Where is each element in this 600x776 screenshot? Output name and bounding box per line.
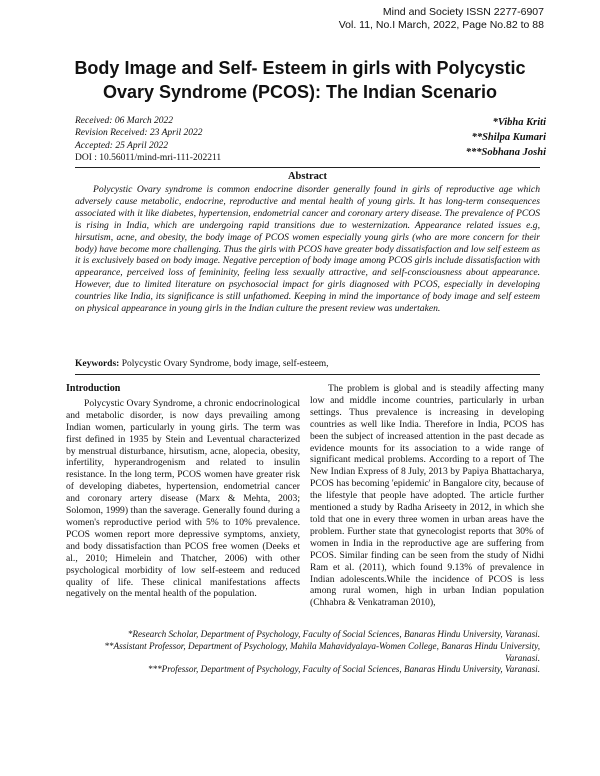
divider-bottom <box>75 374 540 375</box>
footnote-2: **Assistant Professor, Department of Psychology, Mahila Mahavidyalaya-Women College, Banaras Hindu University, Varanasi. <box>104 640 540 663</box>
author-2: **Shilpa Kumari <box>471 132 546 143</box>
received-date: Received: 06 March 2022 <box>75 116 174 126</box>
article-dates <box>75 115 221 164</box>
introduction-paragraph: Polycystic Ovary Syndrome, a chronic endocrinological and metabolic disorder, is now days prevailing among Indian women, particularly in young girls. The term was first defined in 1935 by Stein and Leventual characterized by menstrual disturbance, hirsutism, acne, alopecia, obesity, infertility, hyperandrogenism and related to insulin resistance. In the long term, PCOS women have greater risk of developing diabetes, hypertension, endometrial cancer and coronary artery disease (Marx & Mehta, 2003; Solomon, 1999) than the saverage. Generally found during a women's reproductive period with 5% to 10% prevalence. PCOS women report more depressive symptoms, anxiety, and body dissatisfaction than PCOS free women (Deeks et al., 2010; Himelein and Thatcher, 2006) with other psychological morbidity of low self-esteem and reduced quality of life. These clinical manifestations affects negatively on the mental health of the population. <box>66 397 300 600</box>
divider-top <box>75 167 540 168</box>
author-1: *Vibha Kriti <box>492 117 546 128</box>
right-column-paragraph: The problem is global and is steadily affecting many low and middle income countries, particularly in urban settings. Thus prevalence is increasing in developing countries as well like India. Therefore in India, PCOS has been the subject of increased attention in the past decade as evidence mounts for its association to a wide range of significant medical problems. According to a report of The New Indian Express of 8 July, 2013 by Papiya Bhattacharya, PCOS has becoming 'epidemic' in Bangalore city, because of the lifestyle that people have adopted. The article further mentioned a study by Radha Ariseety in 2012, in which she told that one in every three women in urban areas have the problem. Further state that gynecologist reports that 30% of women in India in the reproductive age are suffering from PCOS. Similar finding can be seen from the study of Nidhi Ram et al. (2011), which found 9.13% of prevalence in Indian adolescents.While the incidence of PCOS is less among rural women, high in urban Indian population (Chhabra & Venkatraman 2010), <box>310 383 544 609</box>
introduction-heading: Introduction <box>66 383 121 394</box>
footnotes <box>70 629 540 676</box>
keywords <box>75 359 540 369</box>
column-left <box>66 383 300 600</box>
article-title: Body Image and Self- Esteem in girls with Polycystic Ovary Syndrome (PCOS): The Indian Scenario <box>74 58 526 102</box>
keywords-label: Keywords: <box>75 359 120 369</box>
column-right <box>310 383 544 609</box>
journal-volume: Vol. 11, No.I March, 2022, Page No.82 to 88 <box>338 19 544 31</box>
footnote-3: ***Professor, Department of Psychology, Faculty of Social Sciences, Banaras Hindu University, Varanasi. <box>147 664 540 675</box>
author-list <box>466 115 546 160</box>
footnote-1: *Research Scholar, Department of Psychology, Faculty of Social Sciences, Banaras Hindu University, Varanasi. <box>127 629 540 639</box>
journal-header <box>339 6 544 32</box>
author-3: ***Sobhana Joshi <box>465 147 546 158</box>
abstract-text: Polycystic Ovary syndrome is common endocrine disorder generally found in girls of reproductive age which adversely cause metabolic, endocrine, reproductive and mental health of young girls. It has long-term consequences associated with it like diabetes, hypertension, endometrial cancer and coronary artery disease. The prevalence of PCOS is rising in India, which are undergoing rapid transitions due to westernization. Appearance related issues e.g, hirsutism, acne, and obesity, the body image of PCOS women especially young girls (who are more concern for their body) have become more challenging. Thus the girls with PCOS have greater body dissatisfaction and low self esteem as it is exclusively based on body image. Negative perception of body image among PCOS girls include dissatisfaction with appearance, perceived loss of femininity, feeling less sexually attractive, and self-consciousness about appearance. However, due to limited literature on psychosocial impact for girls diagnosed with PCOS, especially in developing countries like India, its significance is still unfathomed. Keeping in mind the importance of body image and self esteem on physical appearance in young girls in the Indian culture the present review was undertaken. <box>75 184 540 315</box>
keywords-text: Polycystic Ovary Syndrome, body image, self-esteem, <box>119 359 329 369</box>
revision-date: Revision Received: 23 April 2022 <box>75 128 203 139</box>
accepted-date: Accepted: 25 April 2022 <box>75 140 168 151</box>
abstract-heading: Abstract <box>287 171 328 182</box>
doi: DOI : 10.56011/mind-mri-111-202211 <box>75 152 222 163</box>
journal-name: Mind and Society ISSN 2277-6907 <box>382 6 544 18</box>
